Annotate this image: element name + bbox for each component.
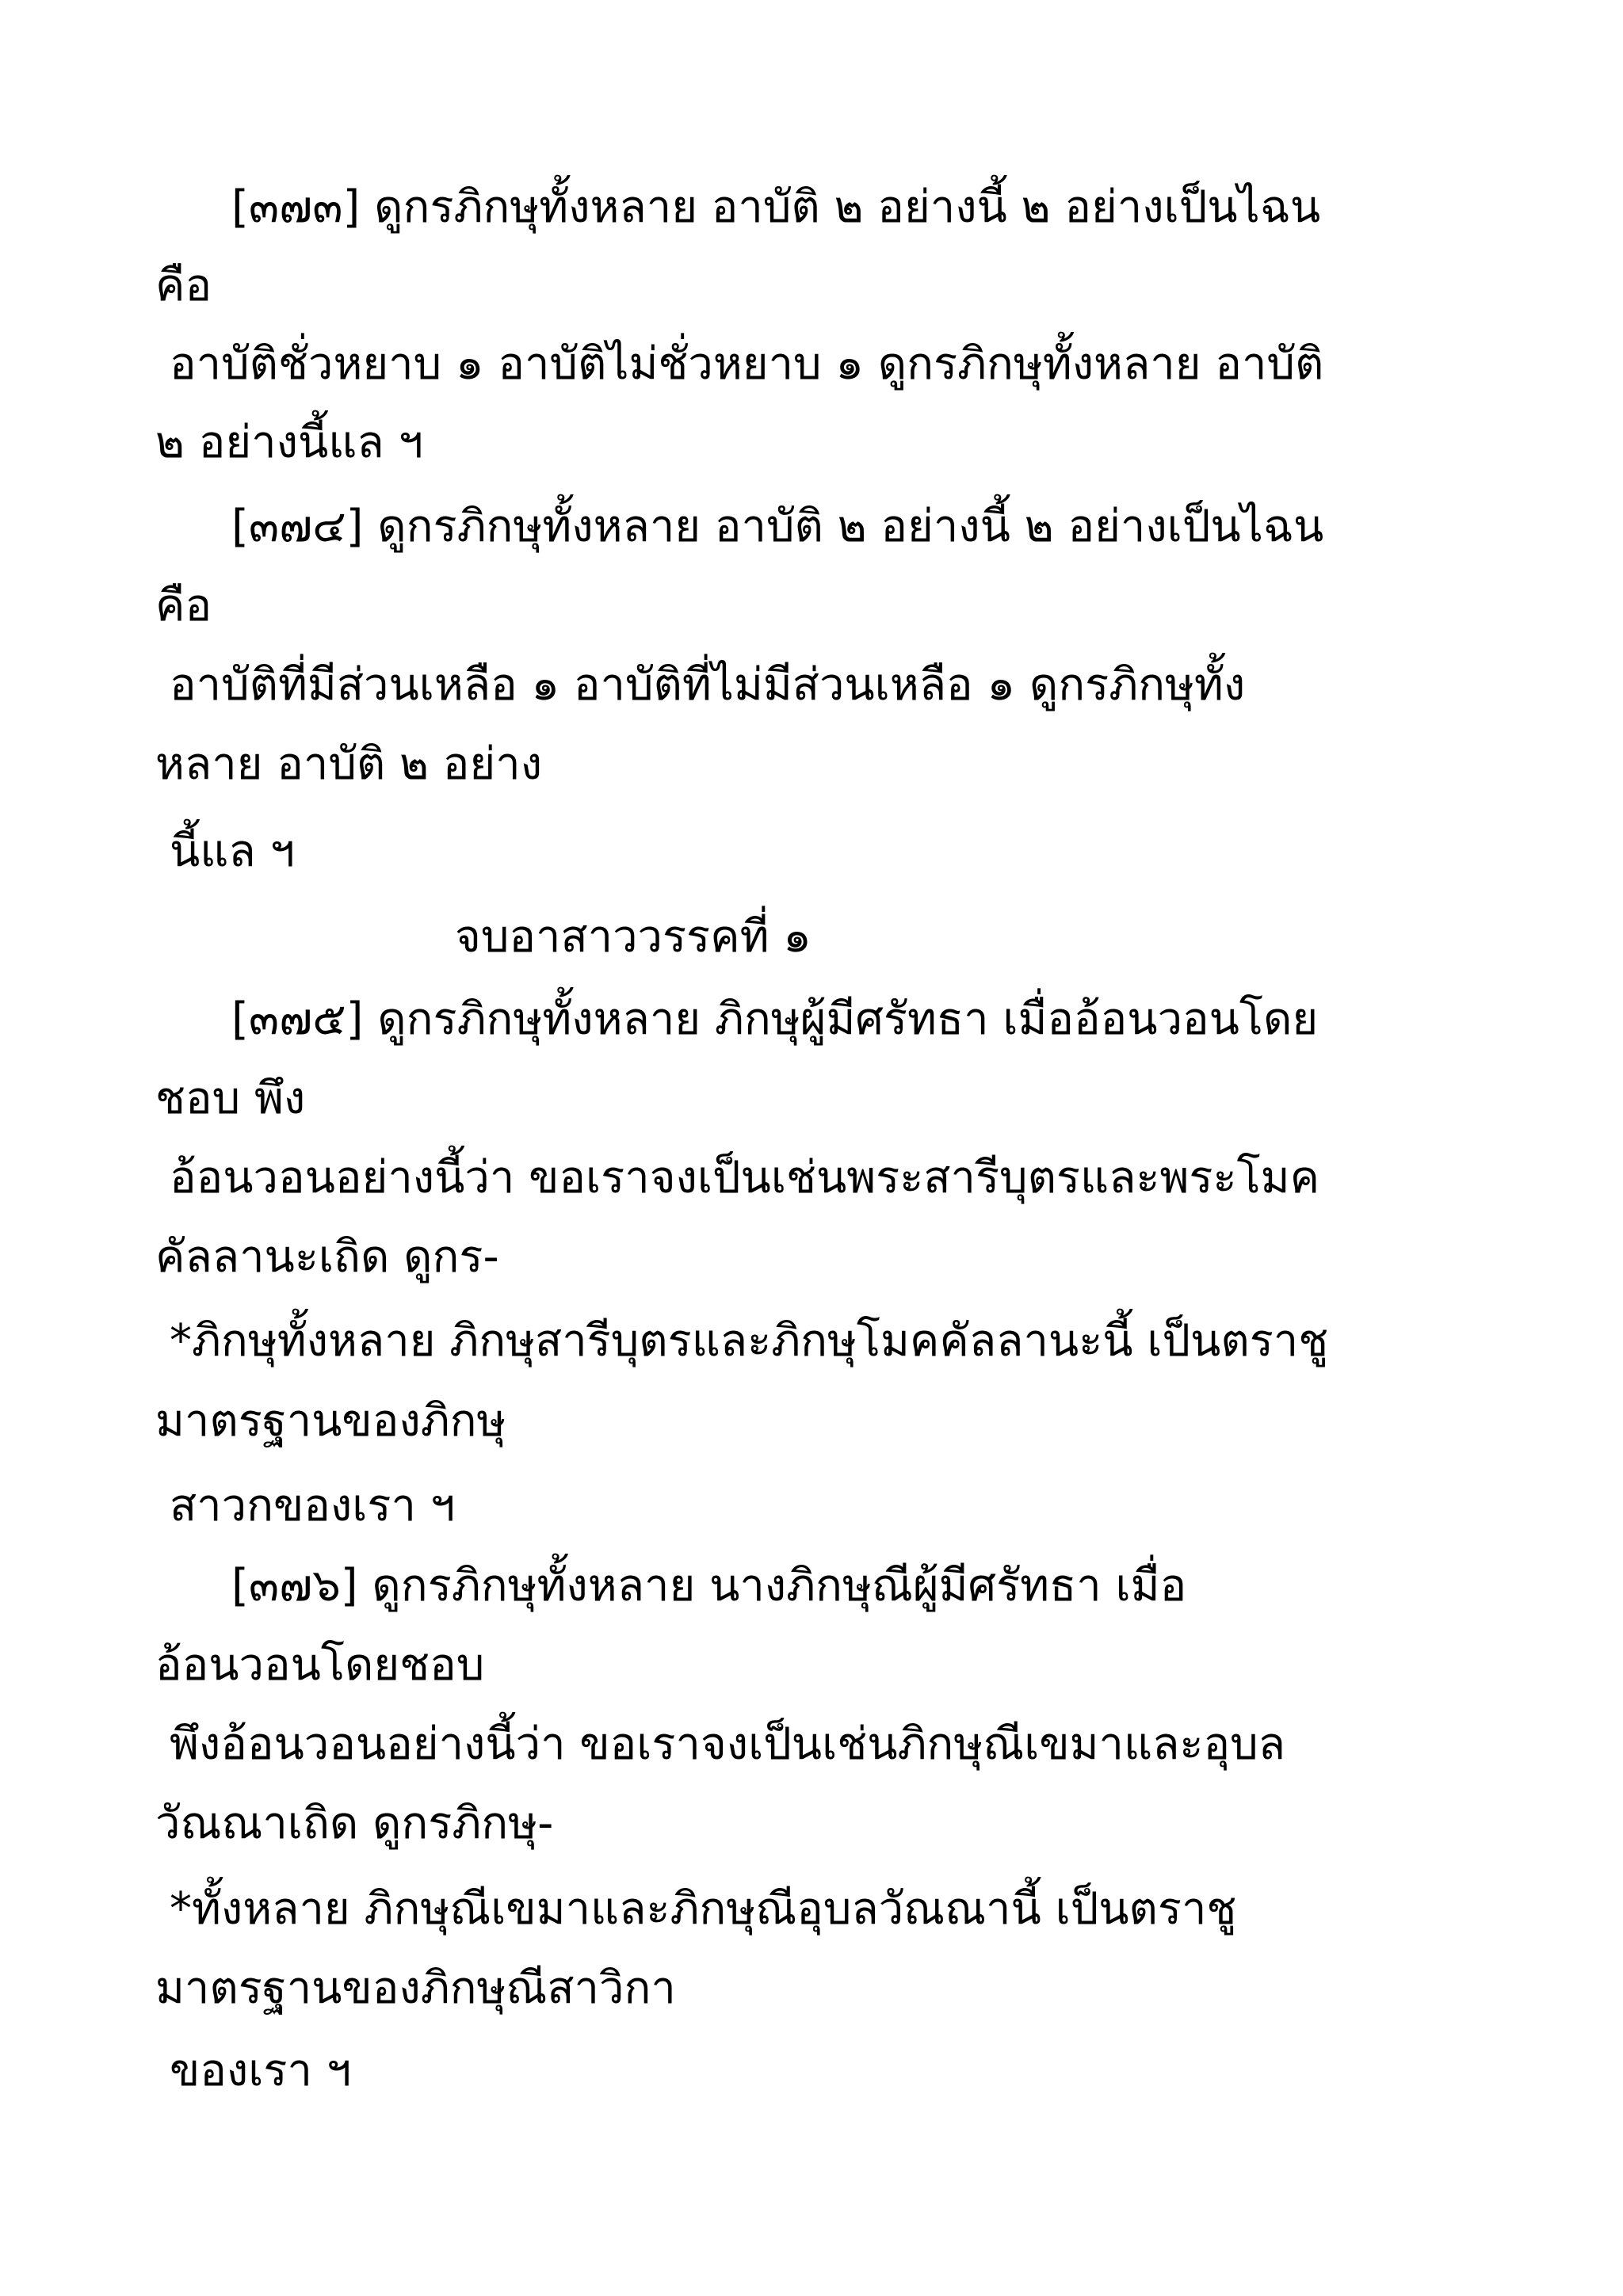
paragraph-375-line-1: [๓๗๕] ดูกรภิกษุทั้งหลาย ภิกษุผู้มีศรัทธา เมื่ออ้อนวอนโดย <box>231 994 1319 1045</box>
paragraph-373-line-4: ๒ อย่างนี้แล ฯ <box>155 417 423 468</box>
paragraph-376-line-1: [๓๗๖] ดูกรภิกษุทั้งหลาย นางภิกษุณีผู้มีศรัทธา เมื่อ <box>231 1560 1187 1611</box>
paragraph-375-line-7: สาวกของเรา ฯ <box>170 1480 456 1531</box>
paragraph-376-line-6: มาตรฐานของภิกษุณีสาวิกา <box>155 1962 676 2014</box>
paragraph-374-line-3: อาบัติที่มีส่วนเหลือ ๑ อาบัติที่ไม่มีส่วนเหลือ ๑ ดูกรภิกษุทั้ง <box>170 659 1246 711</box>
paragraph-376-line-3: พึงอ้อนวอนอย่างนี้ว่า ขอเราจงเป็นเช่นภิกษุณีเขมาและอุบล <box>170 1718 1285 1770</box>
paragraph-376-line-2: อ้อนวอนโดยชอบ <box>155 1639 485 1691</box>
paragraph-375-line-2: ชอบ พึง <box>155 1073 306 1124</box>
paragraph-375-line-5: *ภิกษุทั้งหลาย ภิกษุสารีบุตรและภิกษุโมคคัลลานะนี้ เป็นตราชู <box>170 1315 1329 1367</box>
paragraph-375-line-6: มาตรฐานของภิกษุ <box>155 1395 506 1447</box>
paragraph-374-line-5: นี้แล ฯ <box>170 826 295 877</box>
paragraph-373-line-1: [๓๗๓] ดูกรภิกษุทั้งหลาย อาบัติ ๒ อย่างนี้ ๒ อย่างเป็นไฉน <box>231 181 1321 233</box>
paragraph-376-line-5: *ทั้งหลาย ภิกษุณีเขมาและภิกษุณีอุบลวัณณานี้ เป็นตราชู <box>170 1883 1237 1935</box>
paragraph-375-line-3: อ้อนวอนอย่างนี้ว่า ขอเราจงเป็นเช่นพระสารีบุตรและพระโมค <box>170 1152 1320 1203</box>
chapter-end-heading: จบอาสาววรรคที่ ๑ <box>455 911 812 963</box>
paragraph-373-line-3: อาบัติชั่วหยาบ ๑ อาบัติไม่ชั่วหยาบ ๑ ดูกรภิกษุทั้งหลาย อาบัติ <box>170 338 1324 390</box>
paragraph-374-line-1: [๓๗๔] ดูกรภิกษุทั้งหลาย อาบัติ ๒ อย่างนี้ ๒ อย่างเป็นไฉน <box>231 501 1324 552</box>
paragraph-376-line-4: วัณณาเถิด ดูกรภิกษุ- <box>155 1798 554 1849</box>
paragraph-376-line-7: ของเรา ฯ <box>170 2045 352 2096</box>
paragraph-373-line-2: คือ <box>155 260 212 311</box>
paragraph-374-line-4: หลาย อาบัติ ๒ อย่าง <box>155 738 543 790</box>
paragraph-374-line-2: คือ <box>155 580 212 631</box>
paragraph-375-line-4: คัลลานะเถิด ดูกร- <box>155 1231 499 1283</box>
